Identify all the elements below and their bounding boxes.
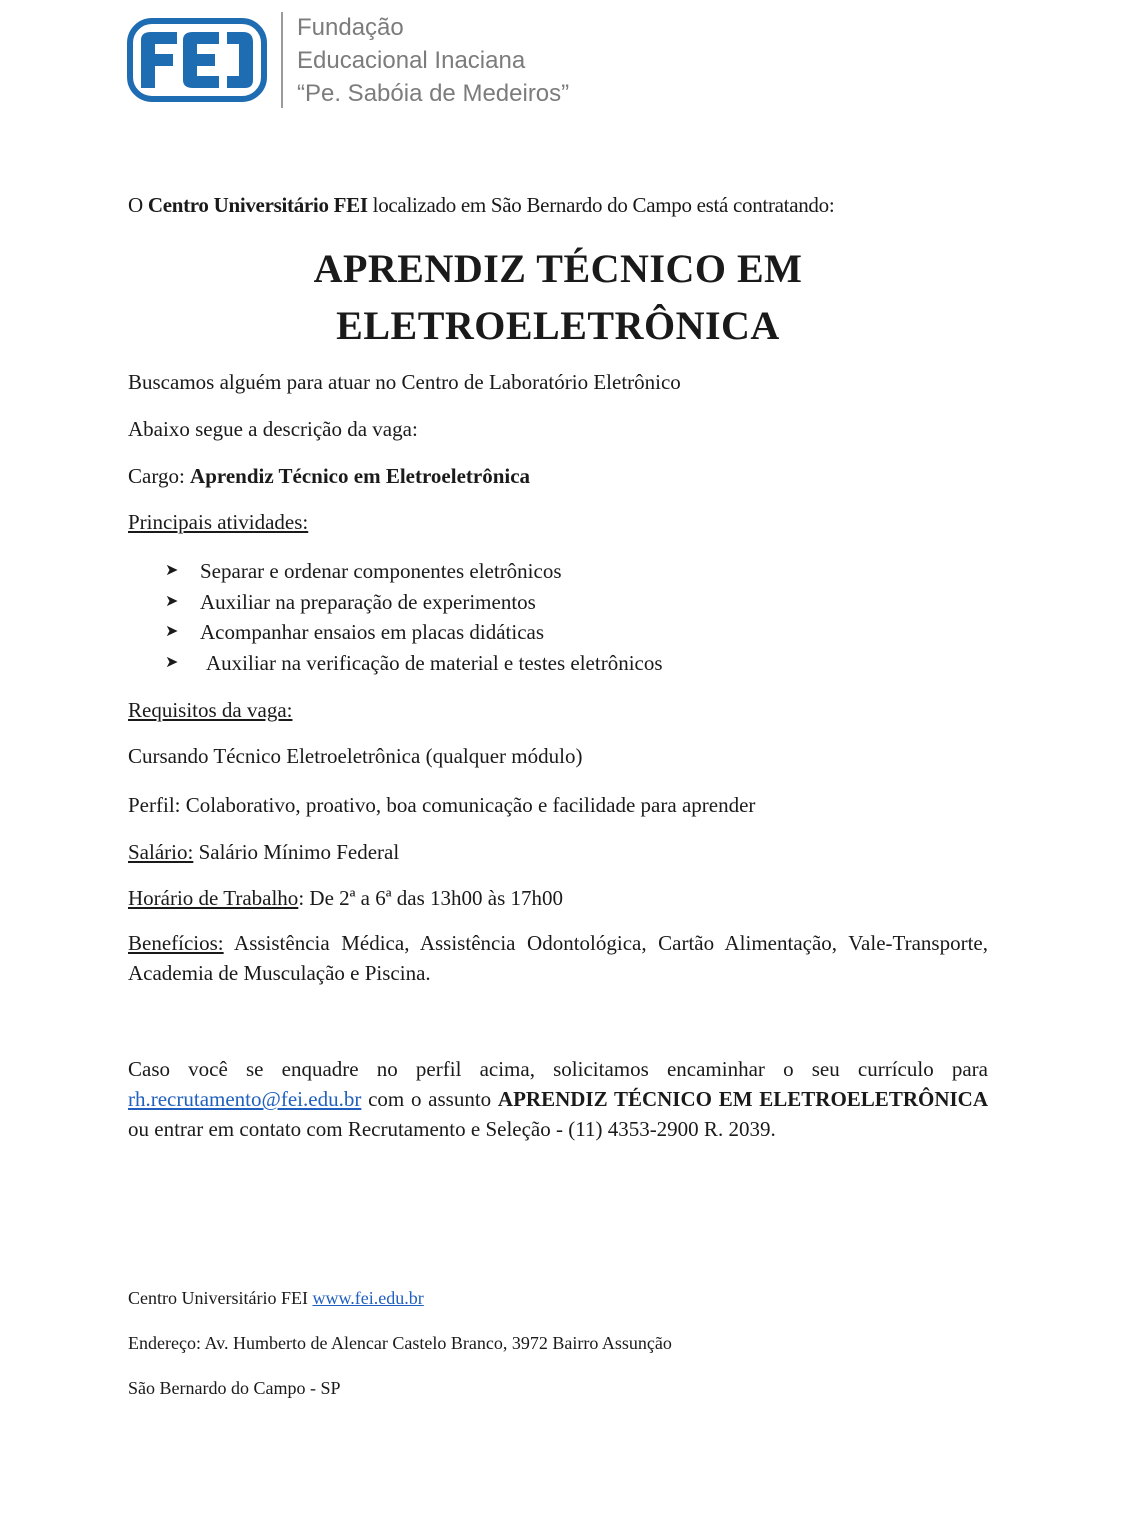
cargo-line <box>128 461 530 491</box>
intro-line <box>128 190 834 220</box>
job-title <box>128 240 988 354</box>
footer-org: Centro Universitário FEI <box>128 1288 313 1308</box>
list-item <box>165 587 663 618</box>
list-item <box>165 617 663 648</box>
cargo-value: Aprendiz Técnico em Eletroeletrônica <box>190 464 531 488</box>
below-line: Abaixo segue a descrição da vaga: <box>128 417 418 441</box>
footer-address: Endereço: Av. Humberto de Alencar Castelo Branco, 3972 Bairro Assunção <box>128 1333 672 1353</box>
hours-line <box>128 883 563 913</box>
email-link[interactable]: rh.recrutamento@fei.edu.br <box>128 1087 362 1111</box>
hours-label: Horário de Trabalho <box>128 886 299 910</box>
intro-org: Centro Universitário FEI <box>147 193 368 217</box>
search-line: Buscamos alguém para atuar no Centro de Laboratório Eletrônico <box>128 370 681 394</box>
profile-line: Perfil: Colaborativo, proativo, boa comunicação e facilidade para aprender <box>128 793 756 817</box>
foundation-name-line: Educacional Inaciana <box>297 46 526 74</box>
foundation-name <box>297 11 569 110</box>
requirement-course: Cursando Técnico Eletroeletrônica (qualquer módulo) <box>128 744 583 768</box>
contact-text: Caso você se enquadre no perfil acima, solicitamos encaminhar o seu currículo para <box>128 1057 988 1081</box>
contact-paragraph <box>128 1054 988 1144</box>
benefits-label: Benefícios: <box>128 931 224 955</box>
intro-suffix: localizado em São Bernardo do Campo está contratando: <box>367 193 835 217</box>
list-item <box>165 648 663 679</box>
contact-text: ou entrar em contato com Recrutamento e Seleção - (11) 4353-2900 R. 2039. <box>128 1117 776 1141</box>
list-item <box>165 556 663 587</box>
fei-logo-mark <box>127 18 267 102</box>
footer-org-line <box>128 1286 424 1310</box>
activity-text: Auxiliar na preparação de experimentos <box>200 589 536 614</box>
arrow-bullet-icon: ➤ <box>165 592 179 610</box>
activities-heading: Principais atividades: <box>128 510 309 534</box>
cargo-label: Cargo: <box>128 464 191 488</box>
intro-prefix: O <box>128 193 148 217</box>
logo-divider <box>281 12 283 108</box>
salary-value: Salário Mínimo Federal <box>193 840 400 864</box>
arrow-bullet-icon: ➤ <box>165 623 179 640</box>
contact-subject: APRENDIZ TÉCNICO EM ELETROELETRÔNICA <box>497 1087 988 1111</box>
activity-text: Acompanhar ensaios em placas didáticas <box>200 620 545 644</box>
footer-city: São Bernardo do Campo - SP <box>128 1378 341 1398</box>
hours-value: : De 2ª a 6ª das 13h00 às 17h00 <box>298 886 564 910</box>
arrow-bullet-icon: ➤ <box>165 562 179 579</box>
salary-line <box>128 837 399 867</box>
contact-text: com o assunto <box>361 1087 498 1111</box>
salary-label: Salário: <box>128 840 194 864</box>
foundation-name-line: “Pe. Sabóia de Medeiros” <box>297 79 570 107</box>
job-title-line: APRENDIZ TÉCNICO EM <box>313 246 803 291</box>
benefits-value: Assistência Médica, Assistência Odontológica, Cartão Alimentação, Vale-Transporte, Academia de Musculação e Piscina. <box>128 931 988 985</box>
activity-text: Separar e ordenar componentes eletrônicos <box>200 559 562 583</box>
foundation-name-line: Fundação <box>297 13 404 41</box>
fei-logo <box>127 10 569 110</box>
activities-list <box>165 556 663 678</box>
activity-text: Auxiliar na verificação de material e testes eletrônicos <box>206 650 663 675</box>
benefits-paragraph <box>128 928 988 988</box>
requirements-heading: Requisitos da vaga: <box>128 698 293 722</box>
arrow-bullet-icon: ➤ <box>165 653 179 671</box>
website-link[interactable]: www.fei.edu.br <box>312 1288 424 1308</box>
job-title-line: ELETROELETRÔNICA <box>336 303 780 348</box>
